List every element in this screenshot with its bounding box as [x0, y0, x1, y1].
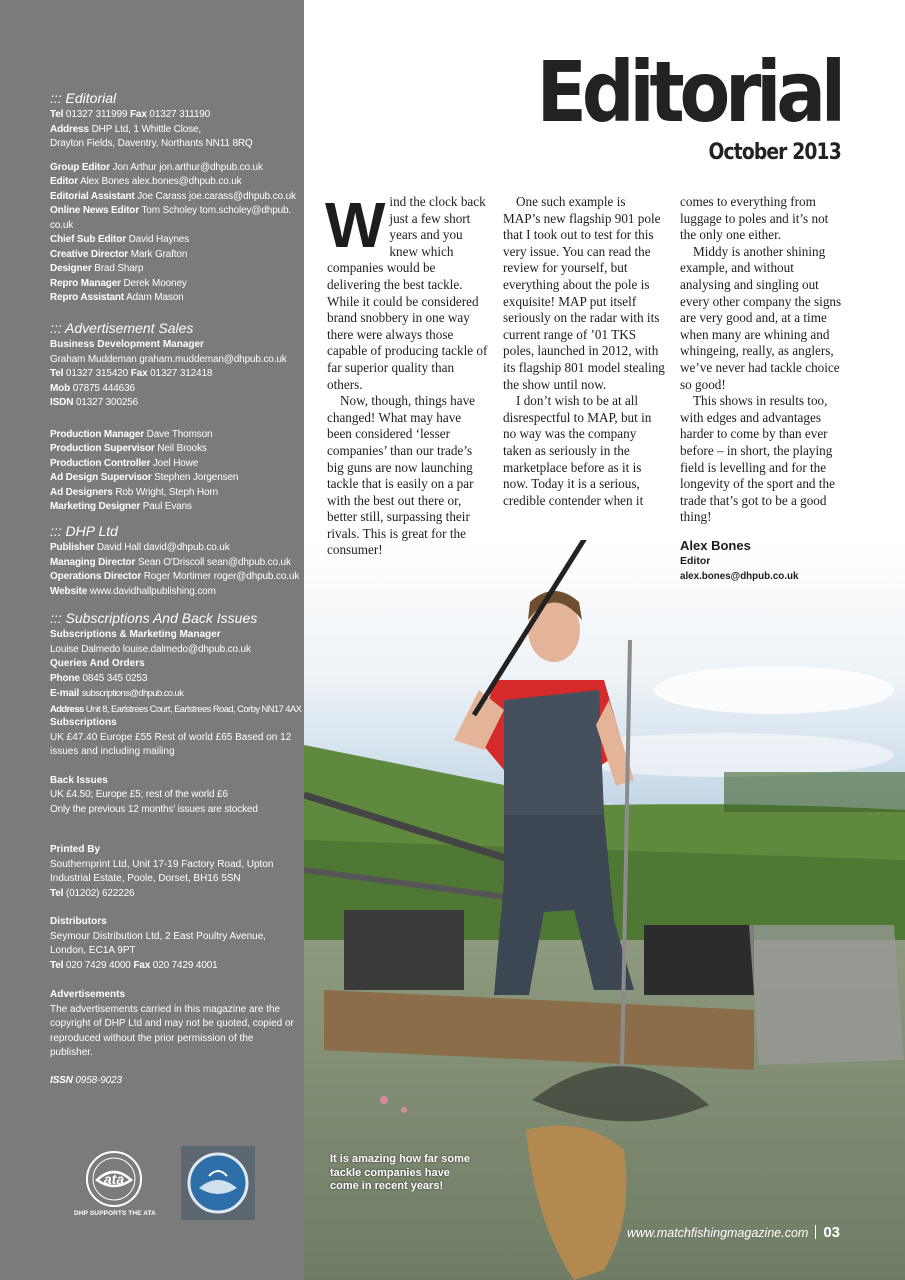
svg-text:ata: ata	[103, 1171, 125, 1187]
subscriptions-info	[50, 610, 302, 817]
printed-by-address: Southernprint Ltd, Unit 17-19 Factory Road, Upton Industrial Estate, Poole, Dorset, BH16 5SN	[50, 858, 274, 884]
photo-caption: It is amazing how far some tackle companies have come in recent years!	[330, 1153, 470, 1192]
staff-line: Editor Alex Bones alex.bones@dhpub.co.uk	[50, 176, 242, 187]
staff-line: Production Manager Dave Thomson	[50, 428, 213, 440]
ata-logo-icon	[85, 1150, 143, 1208]
dhp-people-list	[50, 541, 298, 599]
issue-date: October 2013	[708, 140, 841, 165]
staff-line: Online News Editor Tom Scholey tom.scholey@dhpub.	[50, 205, 292, 216]
staff-line: Publisher David Hall david@dhpub.co.uk	[50, 542, 230, 553]
staff-line: co.uk	[50, 219, 74, 231]
article-paragraph: I don’t wish to be at all disrespectful to MAP, but in no way was the company taken as seriously in the marketplace before as it is now. Today it is a serious, credible contender when it	[503, 393, 652, 508]
editorial-contacts	[50, 90, 298, 306]
editorial-phone: Tel 01327 311999 Fax 01327 311190	[50, 109, 211, 120]
staff-line: Group Editor Jon Arthur jon.arthur@dhpub.co.uk	[50, 161, 263, 173]
staff-line: Production Controller Joel Howe	[50, 457, 199, 469]
page-number: 03	[823, 1224, 840, 1241]
staff-line: Repro Manager Derek Mooney	[50, 277, 187, 289]
subs-email: E-mail subscriptions@dhpub.co.uk	[50, 687, 184, 699]
distributors-info	[50, 915, 298, 973]
staff-line: Website www.davidhallpublishing.com	[50, 585, 216, 597]
page-title: Editorial	[536, 43, 841, 141]
advertisements-info	[50, 988, 298, 1061]
footer-divider	[815, 1225, 816, 1239]
dhp-contacts	[50, 523, 298, 599]
printed-by-label: Printed By	[50, 844, 101, 855]
editorial-staff-list	[50, 161, 298, 306]
article-paragraph: This shows in results too, with edges and advantages harder to come by than ever before – in short, the playing field is levelling and for the longevity of the sport and the trade that’s got to be a good thing!	[680, 393, 835, 525]
subs-phone: Phone 0845 345 0253	[50, 672, 148, 684]
water-protection-logo-icon	[181, 1146, 255, 1220]
article-column-1	[325, 189, 489, 559]
production-staff-list	[50, 428, 298, 515]
editorial-heading: ::: Editorial	[50, 90, 117, 106]
author-name: Alex Bones	[680, 537, 751, 553]
distributors-address: Seymour Distribution Ltd, 2 East Poultry Avenue, London, EC1A 9PT	[50, 930, 267, 956]
staff-line: Chief Sub Editor David Haynes	[50, 234, 190, 245]
subscriptions-heading: ::: Subscriptions And Back Issues	[50, 610, 258, 626]
ad-sales-contacts	[50, 320, 298, 515]
author-role: Editor	[680, 555, 711, 568]
staff-line: Ad Design Supervisor Stephen Jorgensen	[50, 472, 239, 483]
editorial-address-line2: Drayton Fields, Daventry, Northants NN11 8RQ	[50, 138, 253, 149]
article-paragraph: comes to everything from luggage to poles and it’s not the only one either.	[680, 194, 829, 243]
distributors-phone: Tel 020 7429 4000 Fax 020 7429 4001	[50, 959, 218, 971]
staff-line: Creative Director Mark Grafton	[50, 248, 188, 260]
subs-address: Address Unit 8, Earlstrees Court, Earlstrees Road, Corby NN17 4AX	[50, 702, 302, 714]
back-issues-label: Back Issues	[50, 774, 108, 786]
sidebar	[0, 0, 304, 1280]
subs-manager: Louise Dalmedo louise.dalmedo@dhpub.co.uk	[50, 643, 251, 655]
staff-line: Editorial Assistant Joe Carass joe.carass@dhpub.co.uk	[50, 190, 296, 202]
article-column-2	[503, 194, 665, 509]
editorial-address: Address DHP Ltd, 1 Whittle Close,	[50, 123, 202, 135]
page-footer	[627, 1224, 840, 1241]
subscriptions-prices: UK £47.40 Europe £55 Rest of world £65 Based on 12 issues and including mailing	[50, 731, 292, 757]
printed-by-phone: Tel (01202) 622226	[50, 887, 135, 899]
staff-line: Marketing Designer Paul Evans	[50, 501, 192, 512]
ad-sales-phone: Tel 01327 315420 Fax 01327 312418	[50, 368, 213, 379]
back-issues-note: Only the previous 12 months' issues are stocked	[50, 803, 258, 815]
issn: ISSN 0958-9023	[50, 1075, 122, 1086]
dhp-heading: ::: DHP Ltd	[50, 523, 118, 539]
drop-cap: W	[325, 189, 386, 261]
printed-by-info	[50, 843, 298, 901]
subs-manager-label: Subscriptions & Marketing Manager	[50, 629, 221, 640]
subscriptions-label: Subscriptions	[50, 717, 117, 728]
ad-sales-isdn: ISDN 01327 300256	[50, 397, 139, 408]
staff-line: Managing Director Sean O'Driscoll sean@dhpub.co.uk	[50, 556, 291, 568]
ad-sales-mobile: Mob 07875 444636	[50, 382, 135, 394]
staff-line: Repro Assistant Adam Mason	[50, 292, 184, 303]
staff-line: Operations Director Roger Mortimer roger@dhpub.co.uk	[50, 571, 300, 582]
masthead	[495, 42, 841, 165]
advertisements-notice: The advertisements carried in this magazine are the copyright of DHP Ltd and may not be quoted, copied or reproduced without the prior permission of the publisher.	[50, 1003, 294, 1058]
queries-label: Queries And Orders	[50, 658, 145, 669]
advertisements-label: Advertisements	[50, 989, 126, 1000]
ata-caption: DHP SUPPORTS THE ATA	[74, 1210, 156, 1217]
article-paragraph: Middy is another shining example, and without analysing and singling out every other company the signs are very good and, at a time when many are whining and whingeing, really, as anglers, we’ve never had tackle choice so good!	[680, 243, 842, 392]
article-paragraph: One such example is MAP’s new flagship 901 pole that I took out to test for this very issue. You can read the review for yourself, but everything about the pole is exquisite! MAP put itself seriously on the radar with its current range of ’01 TKS poles, launched in 2012, with its flagship 801 model stealing the show until now.	[503, 194, 665, 392]
ad-sales-heading: ::: Advertisement Sales	[50, 320, 194, 336]
article-paragraph: Wind the clock back just a few short years and you knew which companies would be delivering the best tackle. While it could be considered brand snobbery in one way there were always those capable of producing tackle of far superior quality than others.	[325, 189, 488, 392]
bdm-contact: Graham Muddeman graham.muddeman@dhpub.co.uk	[50, 353, 287, 365]
distributors-label: Distributors	[50, 916, 107, 927]
website-url: www.matchfishingmagazine.com	[626, 1226, 809, 1240]
staff-line: Production Supervisor Neil Brooks	[50, 443, 207, 454]
staff-line: Designer Brad Sharp	[50, 263, 144, 274]
back-issues-prices: UK £4.50; Europe £5; rest of the world £6	[50, 789, 228, 800]
staff-line: Ad Designers Rob Wright, Steph Horn	[50, 486, 218, 498]
article-column-3	[680, 194, 842, 584]
bdm-label: Business Development Manager	[50, 339, 204, 350]
article-paragraph: Now, though, things have changed! What may have been considered ‘lesser companies’ than our trade’s big guns are now launching tackle that is easily on a par with the best out there or, better still, surpassing their rivals. This is great for the consumer!	[327, 393, 476, 558]
author-email: alex.bones@dhpub.co.uk	[680, 571, 799, 583]
